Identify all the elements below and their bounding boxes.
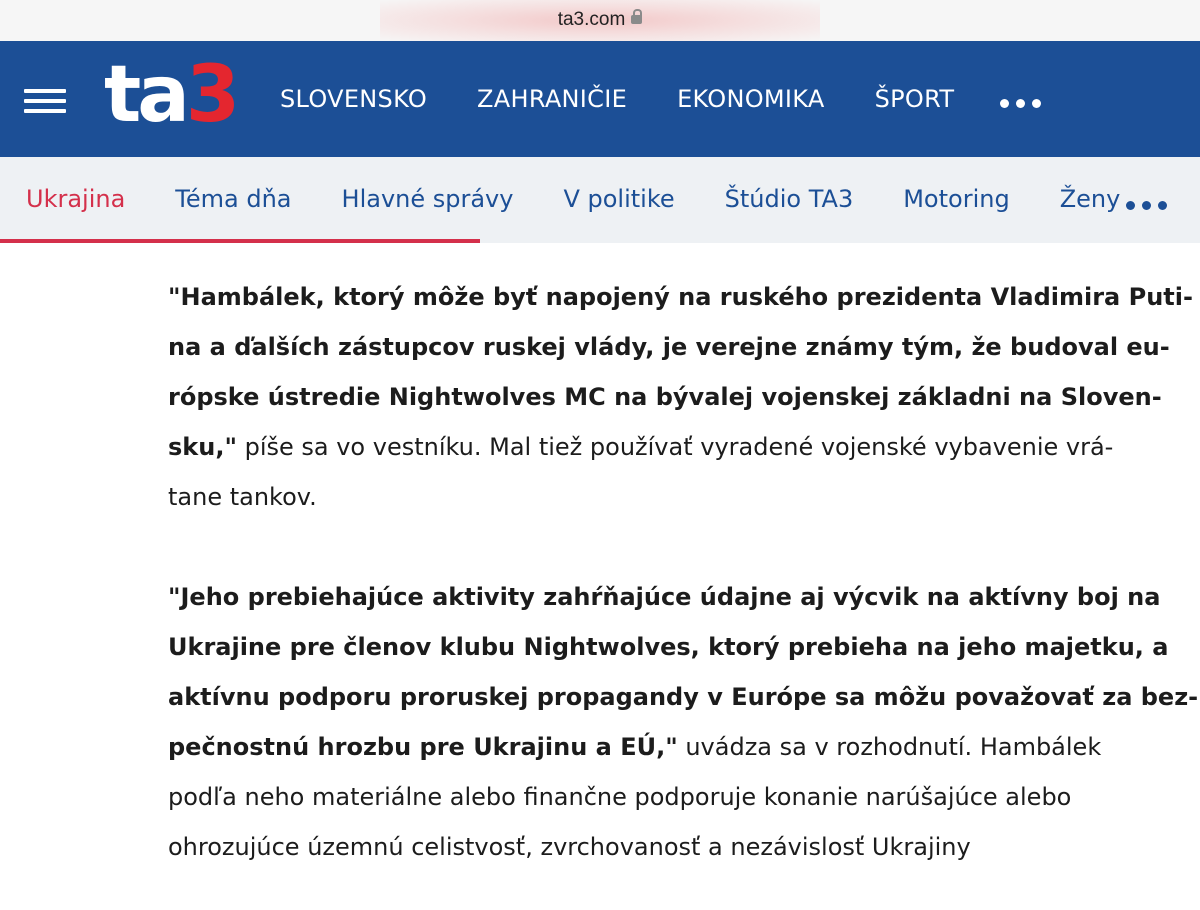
paragraph-line: aktívnu podporu proruskej propagandy v Európe sa môžu považovať za bez- <box>168 683 1199 711</box>
paragraph-line <box>168 722 1168 772</box>
more-icon[interactable] <box>1126 195 1174 214</box>
subnav-item-zeny[interactable]: Ženy <box>1059 185 1121 213</box>
main-navigation <box>0 41 1200 157</box>
lock-icon <box>631 15 642 24</box>
active-tab-indicator <box>0 239 480 243</box>
quote-end: sku," <box>168 433 237 461</box>
logo-text: ta <box>104 50 186 140</box>
subnav-item-tema-dna[interactable]: Téma dňa <box>175 185 292 213</box>
paragraph-text: píše sa vo vestníku. Mal tiež používať vyradené vojenské vybavenie vrá- <box>236 433 1114 461</box>
paragraph-line: Ukrajine pre členov klubu Nightwolves, ktorý prebieha na jeho majetku, a <box>168 633 1169 661</box>
logo-accent: 3 <box>185 50 237 140</box>
ta3-logo[interactable] <box>104 50 237 140</box>
nav-item-sport[interactable]: ŠPORT <box>874 85 955 113</box>
url-text: ta3.com <box>557 9 626 30</box>
paragraph-line: ohrozujúce územnú celistvosť, zvrchovanosť a nezávislosť Ukrajiny <box>168 833 971 861</box>
subnav-item-v-politike[interactable]: V politike <box>563 185 675 213</box>
browser-url-bar[interactable] <box>0 0 1200 41</box>
paragraph-line: rópske ústredie Nightwolves MC na bývalej vojenskej základni na Sloven- <box>168 383 1162 411</box>
sub-nav-items <box>26 157 1170 241</box>
subnav-item-hlavne-spravy[interactable]: Hlavné správy <box>341 185 514 213</box>
paragraph-line: "Jeho prebiehajúce aktivity zahŕňajúce údajne aj výcvik na aktívny boj na <box>168 583 1161 611</box>
paragraph-line: "Hambálek, ktorý môže byť napojený na ruského prezidenta Vladimira Puti- <box>168 283 1193 311</box>
article-body <box>168 272 1199 872</box>
article-paragraph-1 <box>168 272 1193 522</box>
paragraph-line: na a ďalších zástupcov ruskej vlády, je verejne známy tým, že budoval eu- <box>168 333 1170 361</box>
subnav-item-ukrajina[interactable]: Ukrajina <box>26 185 126 213</box>
paragraph-text: uvádza sa v rozhodnutí. Hambálek <box>677 733 1102 761</box>
paragraph-line <box>168 422 1168 472</box>
subnav-item-motoring[interactable]: Motoring <box>903 185 1010 213</box>
quote-end: pečnostnú hrozbu pre Ukrajinu a EÚ," <box>168 733 678 761</box>
hamburger-menu-icon[interactable] <box>24 89 66 113</box>
nav-item-zahranicie[interactable]: ZAHRANIČIE <box>477 85 628 113</box>
subnav-item-studio-ta3[interactable]: Štúdio TA3 <box>724 185 854 213</box>
paragraph-line: tane tankov. <box>168 483 317 511</box>
url-display[interactable] <box>0 9 1200 31</box>
sub-navigation <box>0 157 1200 243</box>
more-icon[interactable] <box>1000 81 1048 116</box>
main-nav-items <box>280 41 1004 157</box>
article-paragraph-2 <box>168 572 1199 872</box>
paragraph-line: podľa neho materiálne alebo finančne podporuje konanie narúšajúce alebo <box>168 783 1072 811</box>
nav-item-ekonomika[interactable]: EKONOMIKA <box>677 85 825 113</box>
nav-item-slovensko[interactable]: SLOVENSKO <box>280 85 428 113</box>
